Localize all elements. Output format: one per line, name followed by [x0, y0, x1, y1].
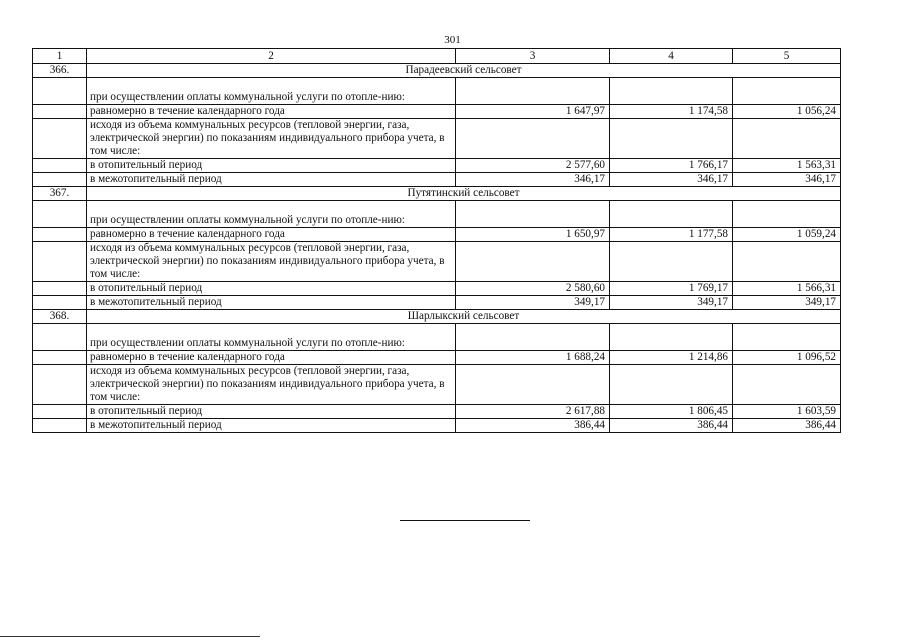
description-cell: равномерно в течение календарного года — [87, 105, 456, 119]
value-col-4 — [610, 324, 733, 351]
index-cell — [33, 242, 87, 282]
value-col-4: 1 806,45 — [610, 405, 733, 419]
description-cell: в межотопительный период — [87, 419, 456, 433]
value-col-4: 349,17 — [610, 296, 733, 310]
table-header-row — [33, 49, 841, 64]
tariff-table — [32, 48, 841, 433]
page-number: 301 — [444, 34, 461, 46]
index-cell — [33, 351, 87, 365]
description-cell: в отопительный период — [87, 282, 456, 296]
index-cell — [33, 159, 87, 173]
value-col-5: 386,44 — [733, 419, 841, 433]
value-col-5: 1 563,31 — [733, 159, 841, 173]
value-col-5 — [733, 201, 841, 228]
table-body — [33, 49, 841, 433]
value-col-4: 1 766,17 — [610, 159, 733, 173]
index-cell — [33, 173, 87, 187]
value-col-5: 1 059,24 — [733, 228, 841, 242]
value-col-5 — [733, 119, 841, 159]
description-cell: равномерно в течение календарного года — [87, 351, 456, 365]
value-col-4: 1 174,58 — [610, 105, 733, 119]
value-col-5: 1 096,52 — [733, 351, 841, 365]
table-row — [33, 405, 841, 419]
value-col-5: 1 056,24 — [733, 105, 841, 119]
index-cell — [33, 201, 87, 228]
value-col-3 — [456, 119, 610, 159]
value-col-3 — [456, 201, 610, 228]
header-col-5: 5 — [733, 49, 841, 64]
value-col-4: 386,44 — [610, 419, 733, 433]
table-row — [33, 242, 841, 282]
value-col-3: 2 617,88 — [456, 405, 610, 419]
description-cell: при осуществлении оплаты коммунальной услуги по отопле-нию: — [87, 324, 456, 351]
value-col-4: 1 214,86 — [610, 351, 733, 365]
value-col-4: 1 177,58 — [610, 228, 733, 242]
section-name: Шарлыкский сельсовет — [87, 310, 841, 324]
description-cell: исходя из объема коммунальных ресурсов (тепловой энергии, газа, электрической энергии) по показаниям индивидуального прибора учета, в том числе: — [87, 242, 456, 282]
index-cell — [33, 228, 87, 242]
value-col-5: 1 603,59 — [733, 405, 841, 419]
table-row — [33, 173, 841, 187]
description-cell: при осуществлении оплаты коммунальной услуги по отопле-нию: — [87, 201, 456, 228]
value-col-3: 386,44 — [456, 419, 610, 433]
description-cell: в отопительный период — [87, 159, 456, 173]
value-col-4 — [610, 78, 733, 105]
index-cell — [33, 119, 87, 159]
value-col-3: 2 580,60 — [456, 282, 610, 296]
description-cell: в отопительный период — [87, 405, 456, 419]
table-row — [33, 282, 841, 296]
value-col-3 — [456, 324, 610, 351]
value-col-3: 346,17 — [456, 173, 610, 187]
header-col-2: 2 — [87, 49, 456, 64]
value-col-3: 1 647,97 — [456, 105, 610, 119]
footer-rule — [0, 636, 260, 637]
value-col-3 — [456, 242, 610, 282]
value-col-3 — [456, 78, 610, 105]
table-row — [33, 78, 841, 105]
table-row — [33, 201, 841, 228]
index-cell — [33, 365, 87, 405]
value-col-3: 1 650,97 — [456, 228, 610, 242]
table-row — [33, 351, 841, 365]
index-cell — [33, 405, 87, 419]
value-col-4: 346,17 — [610, 173, 733, 187]
header-col-4: 4 — [610, 49, 733, 64]
description-cell: при осуществлении оплаты коммунальной услуги по отопле-нию: — [87, 78, 456, 105]
table-row — [33, 296, 841, 310]
table-row — [33, 419, 841, 433]
value-col-3: 349,17 — [456, 296, 610, 310]
section-number: 367. — [33, 187, 87, 201]
section-header-row — [33, 310, 841, 324]
section-name: Парадеевский сельсовет — [87, 64, 841, 78]
value-col-4 — [610, 365, 733, 405]
value-col-3 — [456, 365, 610, 405]
section-number: 366. — [33, 64, 87, 78]
value-col-5 — [733, 242, 841, 282]
value-col-3: 1 688,24 — [456, 351, 610, 365]
section-name: Путятинский сельсовет — [87, 187, 841, 201]
value-col-5: 1 566,31 — [733, 282, 841, 296]
table-row — [33, 159, 841, 173]
index-cell — [33, 296, 87, 310]
value-col-5: 349,17 — [733, 296, 841, 310]
value-col-4 — [610, 201, 733, 228]
value-col-4 — [610, 242, 733, 282]
value-col-5 — [733, 78, 841, 105]
table-row — [33, 119, 841, 159]
description-cell: в межотопительный период — [87, 173, 456, 187]
index-cell — [33, 78, 87, 105]
table-row — [33, 228, 841, 242]
value-col-5 — [733, 324, 841, 351]
index-cell — [33, 282, 87, 296]
section-header-row — [33, 64, 841, 78]
description-cell: исходя из объема коммунальных ресурсов (тепловой энергии, газа, электрической энергии) по показаниям индивидуального прибора учета, в том числе: — [87, 119, 456, 159]
value-col-5: 346,17 — [733, 173, 841, 187]
table-row — [33, 324, 841, 351]
value-col-5 — [733, 365, 841, 405]
index-cell — [33, 419, 87, 433]
description-cell: равномерно в течение календарного года — [87, 228, 456, 242]
value-col-3: 2 577,60 — [456, 159, 610, 173]
table-row — [33, 105, 841, 119]
description-cell: в межотопительный период — [87, 296, 456, 310]
index-cell — [33, 105, 87, 119]
table-row — [33, 365, 841, 405]
index-cell — [33, 324, 87, 351]
section-number: 368. — [33, 310, 87, 324]
section-header-row — [33, 187, 841, 201]
header-col-1: 1 — [33, 49, 87, 64]
end-divider — [400, 520, 530, 521]
value-col-4 — [610, 119, 733, 159]
value-col-4: 1 769,17 — [610, 282, 733, 296]
header-col-3: 3 — [456, 49, 610, 64]
description-cell: исходя из объема коммунальных ресурсов (тепловой энергии, газа, электрической энергии) по показаниям индивидуального прибора учета, в том числе: — [87, 365, 456, 405]
